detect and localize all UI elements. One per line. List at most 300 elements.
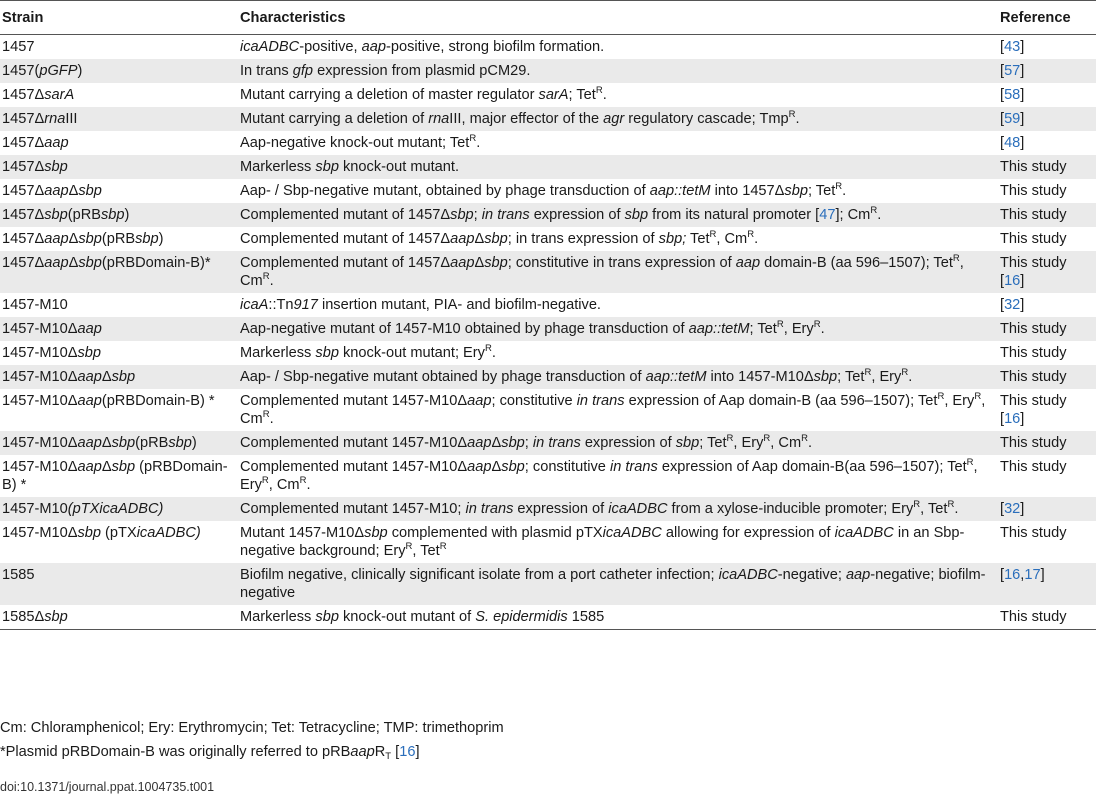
text-run: This study [1000, 321, 1067, 337]
reference-cell [999, 251, 1096, 293]
reference-cell [999, 317, 1096, 341]
reference-cell [999, 179, 1096, 203]
superscript: R [776, 319, 784, 330]
text-run: Complemented mutant of 1457Δ [240, 255, 451, 271]
table-row [0, 251, 1096, 293]
italic-text: aap [467, 435, 492, 451]
text-run: insertion mutant, PIA- and biofilm-negative. [317, 297, 601, 313]
italic-text: sbp [315, 159, 339, 175]
italic-text: sbp [501, 459, 525, 475]
text-run: ) [158, 231, 164, 247]
text-run: , Tet [920, 501, 948, 517]
text-run: Mutant 1457-M10Δ [240, 525, 365, 541]
strain-cell [0, 35, 238, 60]
text-run: This study [1000, 525, 1067, 541]
text-run: 1457-M10Δ [2, 435, 78, 451]
text-run: , Ery [783, 321, 814, 337]
doi-label: doi:10.1371/journal.ppat.1004735.t001 [0, 780, 215, 794]
text-run: expression of Aap domain-B (aa 596–1507); Tet [624, 393, 938, 409]
text-run: This study [1000, 207, 1067, 223]
text-run: ) [124, 207, 130, 223]
reference-cell [999, 35, 1096, 60]
reference-link[interactable]: 59 [1004, 111, 1021, 127]
text-run: This study [1000, 183, 1067, 199]
text-run: from a xylose-inducible promoter; Ery [667, 501, 914, 517]
text-run: Complemented mutant of 1457Δ [240, 231, 451, 247]
superscript: R [937, 391, 945, 402]
characteristics-cell [238, 389, 999, 431]
text-run: [ [391, 744, 400, 760]
text-run: 1585 [567, 609, 605, 625]
text-run: ; Tet [699, 435, 727, 451]
text-run: III, major effector of the [449, 111, 604, 127]
table-row [0, 563, 1096, 605]
italic-text: aap [44, 183, 69, 199]
text-run: (pRB [135, 435, 169, 451]
italic-text: 917 [293, 297, 318, 313]
italic-text: sbp [168, 435, 192, 451]
text-run: This study [ [1000, 393, 1067, 427]
strain-cell [0, 365, 238, 389]
table-footnotes [0, 719, 504, 767]
text-run: 1457Δ [2, 111, 45, 127]
reference-cell [999, 521, 1096, 563]
text-run: This study [1000, 345, 1067, 361]
table-row [0, 455, 1096, 497]
text-run: This study [1000, 459, 1067, 475]
text-run: 1457Δ [2, 159, 45, 175]
text-run: (pRBDomain-B) * [2, 459, 228, 493]
italic-text: sbp [450, 207, 474, 223]
strain-cell [0, 251, 238, 293]
text-run: Δ [491, 435, 502, 451]
characteristics-cell [238, 497, 999, 521]
italic-text: sbp [675, 435, 700, 451]
italic-text: aap [450, 231, 475, 247]
reference-link[interactable]: 32 [1004, 501, 1021, 517]
text-run: Aap- / Sbp-negative mutant obtained by phage transduction of [240, 369, 646, 385]
italic-text: icaADBC [608, 501, 668, 517]
text-run: . [842, 183, 847, 199]
text-run: , Ery [240, 459, 978, 493]
table-row [0, 431, 1096, 455]
italic-text: icaADBC [834, 525, 894, 541]
italic-text: sarA [538, 87, 569, 103]
text-run: , [1020, 567, 1025, 583]
text-run: , Cm [770, 435, 802, 451]
characteristics-cell [238, 35, 999, 60]
italic-text: in trans [576, 393, 625, 409]
table-row [0, 605, 1096, 630]
text-run: This study [ [1000, 255, 1067, 289]
text-run: expression from plasmid pCM29. [313, 63, 531, 79]
reference-link[interactable]: 48 [1004, 135, 1021, 151]
reference-link[interactable]: 58 [1004, 87, 1021, 103]
characteristics-cell [238, 341, 999, 365]
italic-text: aap::tetM [645, 369, 707, 385]
italic-text: S. epidermidis [475, 609, 568, 625]
superscript: R [262, 271, 270, 282]
superscript: R [801, 433, 808, 444]
text-run: complemented with plasmid pTX [387, 525, 603, 541]
characteristics-cell [238, 131, 999, 155]
reference-link[interactable]: 16 [1004, 567, 1021, 583]
characteristics-cell [238, 317, 999, 341]
reference-cell [999, 455, 1096, 497]
strain-cell [0, 341, 238, 365]
characteristics-cell [238, 605, 999, 630]
italic-text: aap [77, 459, 102, 475]
characteristics-cell [238, 83, 999, 107]
text-run: ) [77, 63, 83, 79]
text-run: 1457Δ [2, 231, 45, 247]
table-header-row [0, 1, 1096, 35]
text-run: . [269, 273, 274, 289]
strain-cell [0, 59, 238, 83]
text-run: Markerless [240, 609, 316, 625]
superscript: R [966, 457, 974, 468]
strain-cell [0, 155, 238, 179]
table-row [0, 341, 1096, 365]
italic-text: aap [44, 231, 69, 247]
text-run: [ [1000, 567, 1005, 583]
text-run: expression of Aap domain-B(aa 596–1507); Tet [657, 459, 967, 475]
text-run: 1457Δ [2, 207, 45, 223]
reference-link[interactable]: 32 [1004, 297, 1021, 313]
italic-text: (pTX [67, 501, 100, 517]
text-run: Markerless [240, 159, 316, 175]
text-run: 1457Δ [2, 87, 45, 103]
text-run: , Ery [871, 369, 902, 385]
italic-text: aap [450, 255, 475, 271]
superscript: R [788, 109, 796, 120]
text-run: in an Sbp-negative background; Ery [240, 525, 965, 559]
reference-link[interactable]: 16 [399, 744, 416, 760]
text-run: Markerless [240, 345, 316, 361]
text-run: ) [191, 435, 197, 451]
text-run: -positive, [299, 39, 362, 55]
italic-text: agr [603, 111, 625, 127]
italic-text: aap [845, 567, 871, 583]
text-run: Aap-negative mutant of 1457-M10 obtained by phage transduction of [240, 321, 689, 337]
reference-cell [999, 431, 1096, 455]
superscript: R [870, 205, 878, 216]
reference-link[interactable]: 43 [1004, 39, 1021, 55]
text-run: , Cm [716, 231, 748, 247]
text-run: . [754, 231, 759, 247]
italic-text: aap::tetM [649, 183, 711, 199]
text-run: Biofilm negative, clinically significant isolate from a port catheter infection; [240, 567, 719, 583]
text-run: 1585 [2, 567, 35, 583]
text-run: ]; Cm [835, 207, 871, 223]
text-run: This study [1000, 159, 1067, 175]
reference-cell [999, 365, 1096, 389]
italic-text: sbp [78, 255, 102, 271]
table-row [0, 365, 1096, 389]
text-run: 1457-M10 [2, 297, 68, 313]
text-run: 1457-M10Δ [2, 345, 78, 361]
text-run: 1457( [2, 63, 40, 79]
italic-text: rna [44, 111, 66, 127]
superscript: R [484, 343, 492, 354]
text-run: This study [1000, 609, 1067, 625]
text-run: . [877, 207, 882, 223]
italic-text: sbp [44, 609, 68, 625]
text-run: 1457-M10Δ [2, 321, 78, 337]
italic-text: sbp [111, 369, 136, 385]
text-run: (pRB [101, 231, 136, 247]
footnote [0, 719, 504, 737]
text-run: expression of [513, 501, 609, 517]
text-run: Δ [491, 459, 502, 475]
superscript: R [835, 181, 843, 192]
text-run: ] [1020, 297, 1025, 313]
text-run: ] [1020, 87, 1025, 103]
table-row [0, 107, 1096, 131]
text-run: 1457 [2, 39, 35, 55]
table-row [0, 131, 1096, 155]
characteristics-cell [238, 227, 999, 251]
text-run: This study [1000, 231, 1067, 247]
text-run: 1457-M10Δ [2, 459, 78, 475]
text-run: ] [415, 744, 420, 760]
table-row [0, 389, 1096, 431]
strain-cell [0, 179, 238, 203]
italic-text: aap [44, 135, 69, 151]
text-run: 1457-M10Δ [2, 393, 78, 409]
text-run: 1457-M10Δ [2, 369, 78, 385]
characteristics-cell [238, 563, 999, 605]
text-run: -negative; biofilm-negative [240, 567, 986, 601]
text-run: 1457Δ [2, 135, 45, 151]
italic-text: in trans [465, 501, 514, 517]
italic-text: sbp [484, 231, 508, 247]
superscript: R [864, 367, 872, 378]
text-run: Tet [686, 231, 710, 247]
text-run: Δ [68, 231, 79, 247]
reference-link[interactable]: 17 [1024, 567, 1041, 583]
characteristics-cell [238, 455, 999, 497]
text-run: ; Tet [837, 369, 865, 385]
italic-text: sbp [101, 207, 125, 223]
characteristics-cell [238, 293, 999, 317]
text-run: . [908, 369, 913, 385]
text-run: *Plasmid pRBDomain-B was originally referred to pRB [0, 744, 351, 760]
text-run: ::Tn [268, 297, 294, 313]
text-run: ; Tet [568, 87, 596, 103]
text-run: ; [473, 207, 482, 223]
text-run: -negative; [777, 567, 846, 583]
text-run: In trans [240, 63, 293, 79]
text-run: III [65, 111, 78, 127]
italic-text: aap [467, 393, 492, 409]
italic-text: sbp [364, 525, 388, 541]
text-run: 1457-M10 [2, 501, 68, 517]
characteristics-cell [238, 107, 999, 131]
footnote [0, 743, 504, 761]
strain-cell [0, 389, 238, 431]
table-row [0, 521, 1096, 563]
text-run: Mutant carrying a deletion of master regulator [240, 87, 539, 103]
italic-text: in trans [609, 459, 658, 475]
characteristics-cell [238, 59, 999, 83]
text-run: [ [1000, 297, 1005, 313]
italic-text: sbp [111, 459, 136, 475]
text-run: allowing for expression of [661, 525, 835, 541]
reference-cell [999, 293, 1096, 317]
reference-link[interactable]: 57 [1004, 63, 1021, 79]
italic-text: icaADBC) [136, 525, 201, 541]
italic-text: sbp [135, 231, 159, 247]
table-row [0, 497, 1096, 521]
superscript: R [947, 499, 955, 510]
text-run: ] [1020, 111, 1025, 127]
text-run: ; constitutive in trans expression of [507, 255, 736, 271]
italic-text: sbp [111, 435, 136, 451]
text-run: [ [1000, 501, 1005, 517]
text-run: [ [1000, 63, 1005, 79]
text-run: Δ [101, 369, 112, 385]
characteristics-cell [238, 251, 999, 293]
text-run: This study [1000, 435, 1067, 451]
strain-cell [0, 203, 238, 227]
text-run: , Cm [268, 477, 300, 493]
text-run: [ [1000, 39, 1005, 55]
table-body [0, 35, 1096, 630]
text-run: Δ [474, 231, 485, 247]
reference-cell [999, 131, 1096, 155]
strain-cell [0, 131, 238, 155]
italic-text: aap [735, 255, 761, 271]
italic-text: sarA [44, 87, 75, 103]
text-run: (pTX [101, 525, 137, 541]
strain-cell [0, 521, 238, 563]
reference-cell [999, 341, 1096, 365]
italic-text: sbp; [658, 231, 687, 247]
table-row [0, 293, 1096, 317]
text-run: ; [524, 435, 533, 451]
italic-text: icaA [240, 297, 269, 313]
text-run: -positive, strong biofilm formation. [386, 39, 605, 55]
reference-cell [999, 563, 1096, 605]
text-run: [ [1000, 135, 1005, 151]
text-run: ] [1020, 501, 1025, 517]
table-row [0, 317, 1096, 341]
text-run: Δ [68, 183, 79, 199]
characteristics-cell [238, 365, 999, 389]
text-run: Δ [101, 435, 112, 451]
text-run: . [602, 87, 607, 103]
reference-cell [999, 107, 1096, 131]
italic-text: icaADBC [602, 525, 662, 541]
text-run: Aap- / Sbp-negative mutant, obtained by phage transduction of [240, 183, 650, 199]
text-run: ; constitutive [491, 393, 577, 409]
superscript: R [747, 229, 755, 240]
strain-cell [0, 455, 238, 497]
header-characteristics: Characteristics [238, 1, 999, 35]
text-run: Complemented mutant 1457-M10Δ [240, 435, 468, 451]
characteristics-cell [238, 155, 999, 179]
superscript: R [709, 229, 717, 240]
superscript: R [262, 409, 270, 420]
italic-text: rna [428, 111, 450, 127]
table-row [0, 83, 1096, 107]
italic-text: aap::tetM [688, 321, 750, 337]
text-run: . [954, 501, 959, 517]
italic-text: icaADBC [718, 567, 778, 583]
text-run: . [807, 435, 813, 451]
strain-cell [0, 83, 238, 107]
text-run: Mutant carrying a deletion of [240, 111, 429, 127]
text-run: Δ [474, 255, 485, 271]
reference-cell [999, 497, 1096, 521]
italic-text: in trans [481, 207, 530, 223]
reference-cell [999, 227, 1096, 251]
superscript: R [299, 475, 307, 486]
text-run: . [306, 477, 311, 493]
text-run: ; constitutive [524, 459, 610, 475]
characteristics-cell [238, 431, 999, 455]
strain-cell [0, 605, 238, 630]
strain-cell [0, 293, 238, 317]
text-run: , Ery [733, 435, 764, 451]
text-run: knock-out mutant of [338, 609, 476, 625]
text-run: , Cm [240, 255, 964, 289]
italic-text: sbp [484, 255, 508, 271]
superscript: R [763, 433, 771, 444]
reference-link[interactable]: 16 [1004, 411, 1021, 427]
italic-text: sbp [77, 525, 101, 541]
table-row [0, 59, 1096, 83]
characteristics-cell [238, 179, 999, 203]
superscript: R [469, 133, 477, 144]
italic-text: sbp [77, 345, 101, 361]
text-run: Δ [68, 255, 79, 271]
text-run: ] [1020, 135, 1025, 151]
italic-text: aap [77, 321, 102, 337]
text-run: from its natural promoter [ [648, 207, 820, 223]
text-run: Δ [101, 459, 112, 475]
italic-text: sbp [624, 207, 649, 223]
text-run: Complemented mutant 1457-M10Δ [240, 393, 468, 409]
text-run: regulatory cascade; Tmp [624, 111, 789, 127]
subscript: T [385, 751, 392, 762]
italic-text: in trans [532, 435, 581, 451]
text-run: ; Tet [749, 321, 777, 337]
reference-cell [999, 203, 1096, 227]
superscript: R [974, 391, 982, 402]
text-run: . [476, 135, 481, 151]
text-run: ] [1020, 63, 1025, 79]
text-run: knock-out mutant. [338, 159, 460, 175]
reference-link[interactable]: 16 [1004, 273, 1021, 289]
strain-cell [0, 227, 238, 251]
text-run: ] [1020, 273, 1025, 289]
text-run: 1457Δ [2, 183, 45, 199]
text-run: into 1457-M10Δ [706, 369, 814, 385]
text-run: (pRBDomain-B)* [101, 255, 211, 271]
italic-text: sbp [315, 345, 339, 361]
italic-text: aap [44, 255, 69, 271]
text-run: 1457-M10Δ [2, 525, 78, 541]
italic-text: aap [467, 459, 492, 475]
reference-link[interactable]: 47 [819, 207, 836, 223]
italic-text: sbp [78, 183, 102, 199]
table-row [0, 227, 1096, 251]
table-row [0, 203, 1096, 227]
superscript: R [901, 367, 909, 378]
text-run: (pRBDomain-B) * [101, 393, 215, 409]
